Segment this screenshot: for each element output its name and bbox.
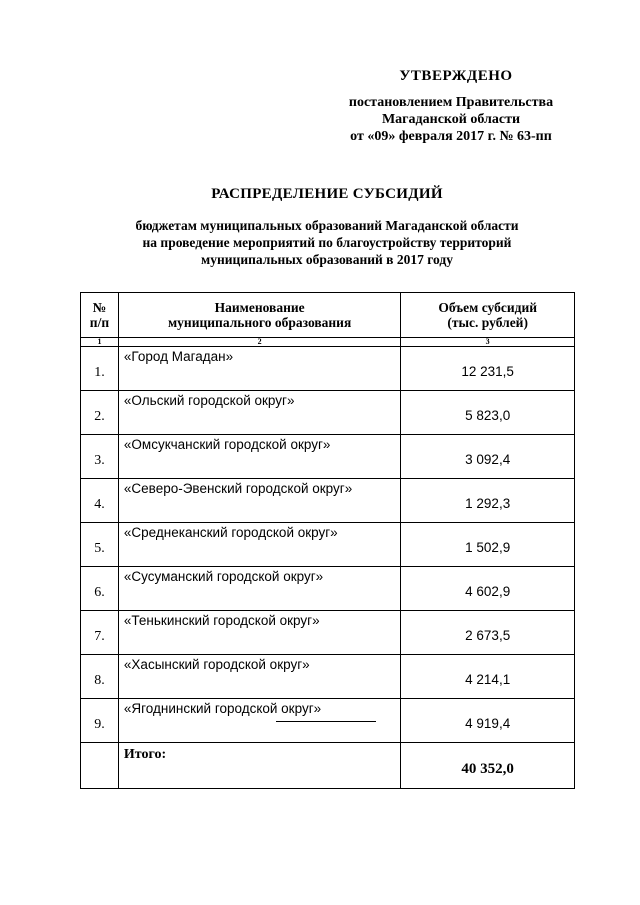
table-row xyxy=(81,567,575,611)
approval-heading: УТВЕРЖДЕНО xyxy=(399,68,513,84)
subsidy-amount: 5 823,0 xyxy=(401,391,575,435)
municipality-name: «Среднеканский городской округ» xyxy=(118,523,400,567)
row-number: 4. xyxy=(81,479,119,523)
column-number-2: 2 xyxy=(118,338,400,347)
header-name-line-2: муниципального образования xyxy=(167,315,352,330)
table-row xyxy=(81,523,575,567)
approval-line-2: Магаданской области xyxy=(381,112,521,127)
subtitle-line-3: муниципальных образований в 2017 году xyxy=(201,252,453,267)
subsidy-amount: 2 673,5 xyxy=(401,611,575,655)
row-number: 8. xyxy=(81,655,119,699)
table-row xyxy=(81,479,575,523)
total-empty-cell xyxy=(81,743,119,789)
header-num-line-2: п/п xyxy=(89,315,110,330)
column-number-1: 1 xyxy=(81,338,119,347)
approval-line-3: от «09» февраля 2017 г. № 63-пп xyxy=(350,129,552,144)
total-label: Итого: xyxy=(118,743,400,789)
header-amount-line-2: (тыс. рублей) xyxy=(447,315,528,330)
column-number-3: 3 xyxy=(401,338,575,347)
row-number: 1. xyxy=(81,347,119,391)
subsidy-amount: 4 214,1 xyxy=(401,655,575,699)
subtitle-line-2: на проведение мероприятий по благоустройству территорий xyxy=(142,235,512,250)
municipality-name: «Северо-Эвенский городской округ» xyxy=(118,479,400,523)
document-title: РАСПРЕДЕЛЕНИЕ СУБСИДИЙ xyxy=(211,186,443,202)
table-row xyxy=(81,611,575,655)
subsidy-amount: 1 292,3 xyxy=(401,479,575,523)
header-name-line-1: Наименование xyxy=(214,300,305,315)
municipality-name: «Тенькинский городской округ» xyxy=(118,611,400,655)
table-row xyxy=(81,435,575,479)
municipality-name: «Сусуманский городской округ» xyxy=(118,567,400,611)
subtitle-line-1: бюджетам муниципальных образований Магаданской области xyxy=(135,218,519,233)
municipality-name: «Омсукчанский городской округ» xyxy=(118,435,400,479)
row-number: 5. xyxy=(81,523,119,567)
column-numbers-row xyxy=(81,338,575,347)
table-row xyxy=(81,391,575,435)
row-number: 6. xyxy=(81,567,119,611)
table-header-row xyxy=(81,293,575,338)
header-amount xyxy=(401,293,575,338)
end-divider-line xyxy=(276,721,376,722)
table-row xyxy=(81,347,575,391)
subsidy-amount: 3 092,4 xyxy=(401,435,575,479)
header-num-line-1: № xyxy=(92,300,107,315)
municipality-name: «Ягоднинский городской округ» xyxy=(118,699,400,743)
municipality-name: «Город Магадан» xyxy=(118,347,400,391)
header-name xyxy=(118,293,400,338)
row-number: 3. xyxy=(81,435,119,479)
municipality-name: «Хасынский городской округ» xyxy=(118,655,400,699)
table-total-row xyxy=(81,743,575,789)
header-amount-line-1: Объем субсидий xyxy=(438,300,537,315)
subsidy-amount: 4 602,9 xyxy=(401,567,575,611)
table-row xyxy=(81,655,575,699)
document-title-block xyxy=(80,186,574,268)
header-num xyxy=(81,293,119,338)
row-number: 7. xyxy=(81,611,119,655)
subsidy-amount: 1 502,9 xyxy=(401,523,575,567)
subsidy-table xyxy=(80,292,575,789)
subsidy-amount: 4 919,4 xyxy=(401,699,575,743)
row-number: 2. xyxy=(81,391,119,435)
subsidy-amount: 12 231,5 xyxy=(401,347,575,391)
approval-line-1: постановлением Правительства xyxy=(348,95,554,110)
municipality-name: «Ольский городской округ» xyxy=(118,391,400,435)
approval-block xyxy=(333,68,569,145)
total-amount: 40 352,0 xyxy=(401,743,575,789)
row-number: 9. xyxy=(81,699,119,743)
document-subtitle xyxy=(80,217,574,268)
